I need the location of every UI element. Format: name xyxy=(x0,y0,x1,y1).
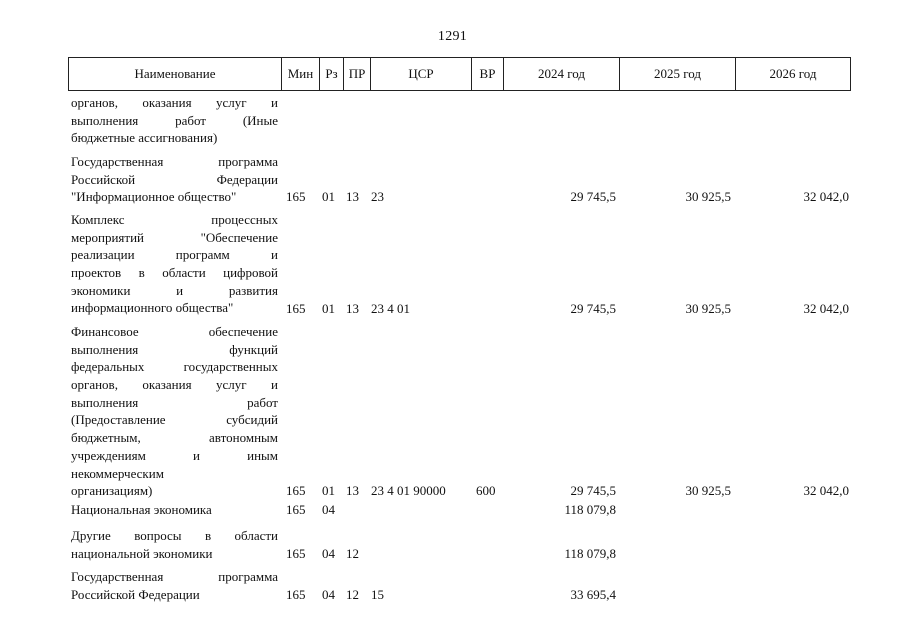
cell-rz: 04 xyxy=(322,502,335,517)
cell-csr: 23 4 01 xyxy=(371,300,410,316)
column-header-name: Наименование xyxy=(134,66,216,81)
row-name xyxy=(71,94,278,147)
cell-rz: 01 xyxy=(322,189,335,205)
row-name-line: бюджетные ассигнования) xyxy=(71,130,218,146)
cell-pr: 13 xyxy=(346,189,359,205)
row-name-line: экономики и развития xyxy=(71,282,278,298)
cell-csr: 23 xyxy=(371,189,384,205)
cell-min: 165 xyxy=(286,483,306,499)
cell-y2024: 29 745,5 xyxy=(570,483,616,499)
row-name-line: мероприятий "Обеспечение xyxy=(71,229,278,245)
row-name-line: Государственная программа xyxy=(71,569,278,584)
row-name-line: органов, оказания услуг и xyxy=(71,377,278,393)
cell-rz: 04 xyxy=(322,586,335,602)
cell-rz: 01 xyxy=(322,300,335,316)
page-number: 1291 xyxy=(437,29,468,44)
row-name-line: Другие вопросы в области xyxy=(71,528,278,543)
column-header-pr: ПР xyxy=(343,58,370,90)
row-name xyxy=(71,527,278,562)
cell-y2024: 29 745,5 xyxy=(570,300,616,316)
cell-min: 165 xyxy=(286,586,306,602)
cell-y2024: 29 745,5 xyxy=(570,189,616,205)
cell-y2026: 32 042,0 xyxy=(803,189,849,205)
column-header-2026: 2026 год xyxy=(735,58,850,90)
column-header-rz: Рз xyxy=(319,58,343,90)
table-header xyxy=(68,57,851,91)
column-header-2024: 2024 год xyxy=(503,58,619,90)
cell-y2024: 118 079,8 xyxy=(564,502,616,517)
row-name-line: выполнения функций xyxy=(71,341,278,357)
cell-min: 165 xyxy=(286,189,306,205)
row-name xyxy=(71,211,278,317)
column-header-2025: 2025 год xyxy=(619,58,735,90)
cell-rz: 04 xyxy=(322,545,335,561)
cell-y2025: 30 925,5 xyxy=(685,483,731,499)
row-name-line: федеральных государственных xyxy=(71,359,278,375)
row-name-line: информационного общества" xyxy=(71,300,234,316)
row-name-line: организациям) xyxy=(71,483,153,499)
row-name-line: Финансовое обеспечение xyxy=(71,324,278,339)
cell-pr: 12 xyxy=(346,586,359,602)
cell-min: 165 xyxy=(286,502,306,517)
cell-vr: 600 xyxy=(476,483,496,499)
cell-min: 165 xyxy=(286,300,306,316)
cell-y2026: 32 042,0 xyxy=(803,483,849,499)
row-name xyxy=(71,153,278,206)
cell-min: 165 xyxy=(286,545,306,561)
cell-y2025: 30 925,5 xyxy=(685,189,731,205)
column-header-vr: ВР xyxy=(471,58,503,90)
row-name-line: учреждениям и иным xyxy=(71,447,278,463)
cell-y2025: 30 925,5 xyxy=(685,300,731,316)
row-name-line: Комплекс процессных xyxy=(71,212,278,227)
row-name-line: бюджетным, автономным xyxy=(71,430,278,446)
row-name-line: выполнения работ xyxy=(71,394,278,410)
row-name-line: Российской Федерации xyxy=(71,171,278,187)
cell-pr: 13 xyxy=(346,483,359,499)
cell-rz: 01 xyxy=(322,483,335,499)
row-name xyxy=(71,501,278,519)
cell-csr: 23 4 01 90000 xyxy=(371,483,446,499)
row-name-line: выполнения работ (Иные xyxy=(71,112,278,128)
column-header-csr: ЦСР xyxy=(370,58,471,90)
column-header-min: Мин xyxy=(281,58,319,90)
row-name-line: органов, оказания услуг и xyxy=(71,95,278,110)
cell-y2024: 33 695,4 xyxy=(570,586,616,602)
cell-pr: 12 xyxy=(346,545,359,561)
cell-pr: 13 xyxy=(346,300,359,316)
row-name-line: Государственная программа xyxy=(71,154,278,169)
cell-csr: 15 xyxy=(371,586,384,602)
row-name-line: (Предоставление субсидий xyxy=(71,412,278,428)
row-name-line: Российской Федерации xyxy=(71,586,200,602)
row-name-line: некоммерческим xyxy=(71,465,164,481)
cell-y2024: 118 079,8 xyxy=(564,545,616,561)
row-name xyxy=(71,568,278,603)
cell-y2026: 32 042,0 xyxy=(803,300,849,316)
row-name xyxy=(71,323,278,500)
row-name-line: "Информационное общество" xyxy=(71,189,237,205)
row-name-line: национальной экономики xyxy=(71,545,213,561)
row-name-line: проектов в области цифровой xyxy=(71,265,278,281)
row-name-line: Национальная экономика xyxy=(71,502,212,517)
row-name-line: реализации программ и xyxy=(71,247,278,263)
